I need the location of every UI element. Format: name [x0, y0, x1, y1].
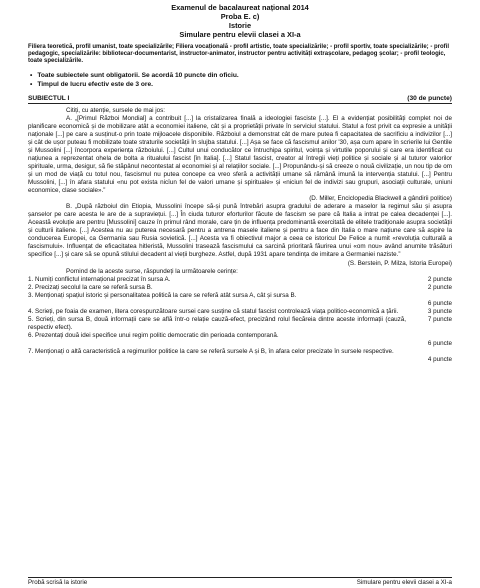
- question-number: 1.: [28, 275, 34, 283]
- question-points: 6 puncte: [427, 299, 452, 307]
- filiera-text: Filiera teoretică, profil umanist, toate specializările; Filiera vocațională - profil artistic, toate specializările; - profil sportiv, toate specializările; - profil pedagogic, specializările: bibliotecar-documentarist, instructor-animator, instructor pentru activități extrașcolare, pedagog școlar; - profil teologic, toate specializările.: [28, 44, 450, 65]
- question-number: 3.: [28, 291, 34, 299]
- question-points: 4 puncte: [427, 356, 452, 364]
- question-item: [28, 292, 452, 308]
- exam-title: Examenul de bacalaureat național 2014: [171, 3, 309, 12]
- question-text: Prezentați două idei specifice unui regim politic democratic din perioada contemporană.: [35, 331, 279, 339]
- question-item: [28, 316, 452, 332]
- footer-left: Probă scrisă la istorie: [28, 579, 88, 586]
- source-b-citation: (S. Berstein, P. Milza, Istoria Europei): [347, 259, 452, 267]
- bullet-icon: •: [30, 71, 33, 79]
- question-item: [28, 308, 452, 316]
- instruction-item: [30, 80, 452, 89]
- question-points: 7 puncte: [427, 315, 452, 323]
- instruction-item: [30, 71, 452, 80]
- instructions-list: [30, 71, 452, 89]
- question-points: 6 puncte: [427, 339, 452, 347]
- bullet-icon: •: [30, 80, 33, 88]
- exam-proba: Proba E. c): [220, 12, 260, 21]
- intro-text: Citiți, cu atenție, sursele de mai jos:: [66, 106, 166, 114]
- exam-subject: Istorie: [228, 21, 252, 30]
- question-number: 6.: [28, 331, 34, 339]
- question-text: Scrieți, din sursa B, două informații care se află într-o relație cauză-efect, precizând rolul fiecăreia dintre aceste informații (cauză, respectiv efect).: [28, 315, 407, 331]
- question-text: Menționați o altă caracteristică a regimurilor politice la care se referă sursele A și B, în afara celor precizate în sursele respective.: [35, 348, 394, 356]
- source-a-text: A. „[Primul Război Mondial] a contribuit [...] la cristalizarea finală a ideologiei fasciste [...]. El a evidențiat posibilități complet noi de planificare economică și de mobilizare atât a economiei italiene, cât și a proprietății private în serviciul statului. Statul a fost privit ca expresie a unității naționale [...] pe care a susținut-o prin toate mijloacele disponibile. Războiul a demonstrat cât de mare putea fi capacitatea de sacrificiu a indivizilor [...] și cât de ușor puteau fi mobilizate toate straturile societății în slujba statului. [...] Așa se face că fascismul anilor '30, așa cum apare în scrierile lui Gentile și Mussolini [...] încorpora experiența războiului. [...] Cultul unui conducător ce întruchipa spiritul, voința și virtutile poporului și care era identificat cu națiunea a reprezentat ohela de bolta a ritualului fascist [în Italia]. [...] Statul fascist, creator al întregii vieți politice și sociale și al tuturor valorilor spirituale, urma, desigur, să fie stăpânul necontestat al economiei și al relațiilor sociale. [...] Propunându-și să creeze o nouă civilizație, un nou tip de om și un mod de viață cu totul nou, fascismul nu putea concepe ca vreo sferă a activității umane să rămână imună la intervenția statului. [...] Pentru Mussolini, [...] în afara statului «nu pot exista nicïun fel de valori umane și spirituale» și «niciun fel de indivizi sau grupuri, asociații culturale, uniuni economice, clase sociale».”: [28, 114, 452, 195]
- question-text: Menționați spațiul istoric și personalitatea politică la care se referă atât sursa A, cât și sursa B.: [35, 291, 297, 299]
- question-list: [28, 276, 452, 365]
- question-item: [28, 276, 452, 284]
- question-text: Precizați secolul la care se referă sursa B.: [35, 283, 153, 291]
- question-text: Numiți conflictul internațional precizat în sursa A.: [35, 275, 171, 283]
- source-b-text: B. „După războiul din Etiopia, Mussolini începe să-și pună întrebări asupra gradului de aderare a maselor la regimul său și asupra șanselor pe care acesta le are de a supraviețui. [...] În ciuda tuturor eforturilor făcute de fascism se pare că Italia a intrat pe calea decadenței [...]. Această evoluție are pentru [Mussolini] cauze în primul rând morale, care țin de influența predominantă exercitată de elitele tradiționale asupra societății și culturii italiene. [...] Acestea nu au puterea necesară pentru a antrena masele italiene și pentru a face din Italia o mare națiune care să aspire la conducerea Europei, ca Germania sau Rusia sovietică. [...] Acesta va fi obiectivul major a ceea ce istoricul De Felice a numit «revoluția culturală a fascismului». Influențat de eficacitatea hitleristă, Mussolini trasează fascismului ca sarcină prioritară făurirea unui «om nou» având anumite trăsături specifice [...] și care să se opună stilului decadent al vieții burgheze. Astfel, după 1931 apare tendința de imitare a Germaniei naziste.”: [28, 203, 452, 259]
- subject-heading: [28, 95, 452, 104]
- question-number: 2.: [28, 283, 34, 291]
- questions-instruction: Pornind de la aceste surse, răspundeți la următoarele cerințe:: [66, 267, 238, 275]
- question-points: 2 puncte: [427, 283, 452, 291]
- question-item: [28, 284, 452, 292]
- instruction-text: Toate subiectele sunt obligatorii. Se acordă 10 puncte din oficiu.: [37, 71, 239, 79]
- question-points: 2 puncte: [427, 275, 452, 283]
- instruction-text: Timpul de lucru efectiv este de 3 ore.: [37, 80, 153, 88]
- exam-simulation-label: Simulare pentru elevii clasei a XI-a: [179, 30, 301, 39]
- question-number: 7.: [28, 348, 34, 356]
- question-number: 5.: [28, 315, 34, 323]
- question-points: 3 puncte: [427, 307, 452, 315]
- question-item: [28, 348, 452, 364]
- subject-title: SUBIECTUL I: [28, 94, 70, 102]
- source-a-citation: (D. Miller, Enciclopedia Blackwell a gândirii politice): [309, 195, 452, 203]
- question-text: Scrieți, pe foaia de examen, litera corespunzătoare sursei care susține că statul fascist controlează viața politico-economică a țării.: [35, 307, 399, 315]
- subject-body: [28, 107, 452, 365]
- subject-points: (30 de puncte): [407, 94, 452, 102]
- footer-right: Simulare pentru elevii clasei a XI-a: [356, 579, 452, 586]
- question-item: [28, 332, 452, 348]
- exam-page: [0, 3, 480, 588]
- question-number: 4.: [28, 307, 34, 315]
